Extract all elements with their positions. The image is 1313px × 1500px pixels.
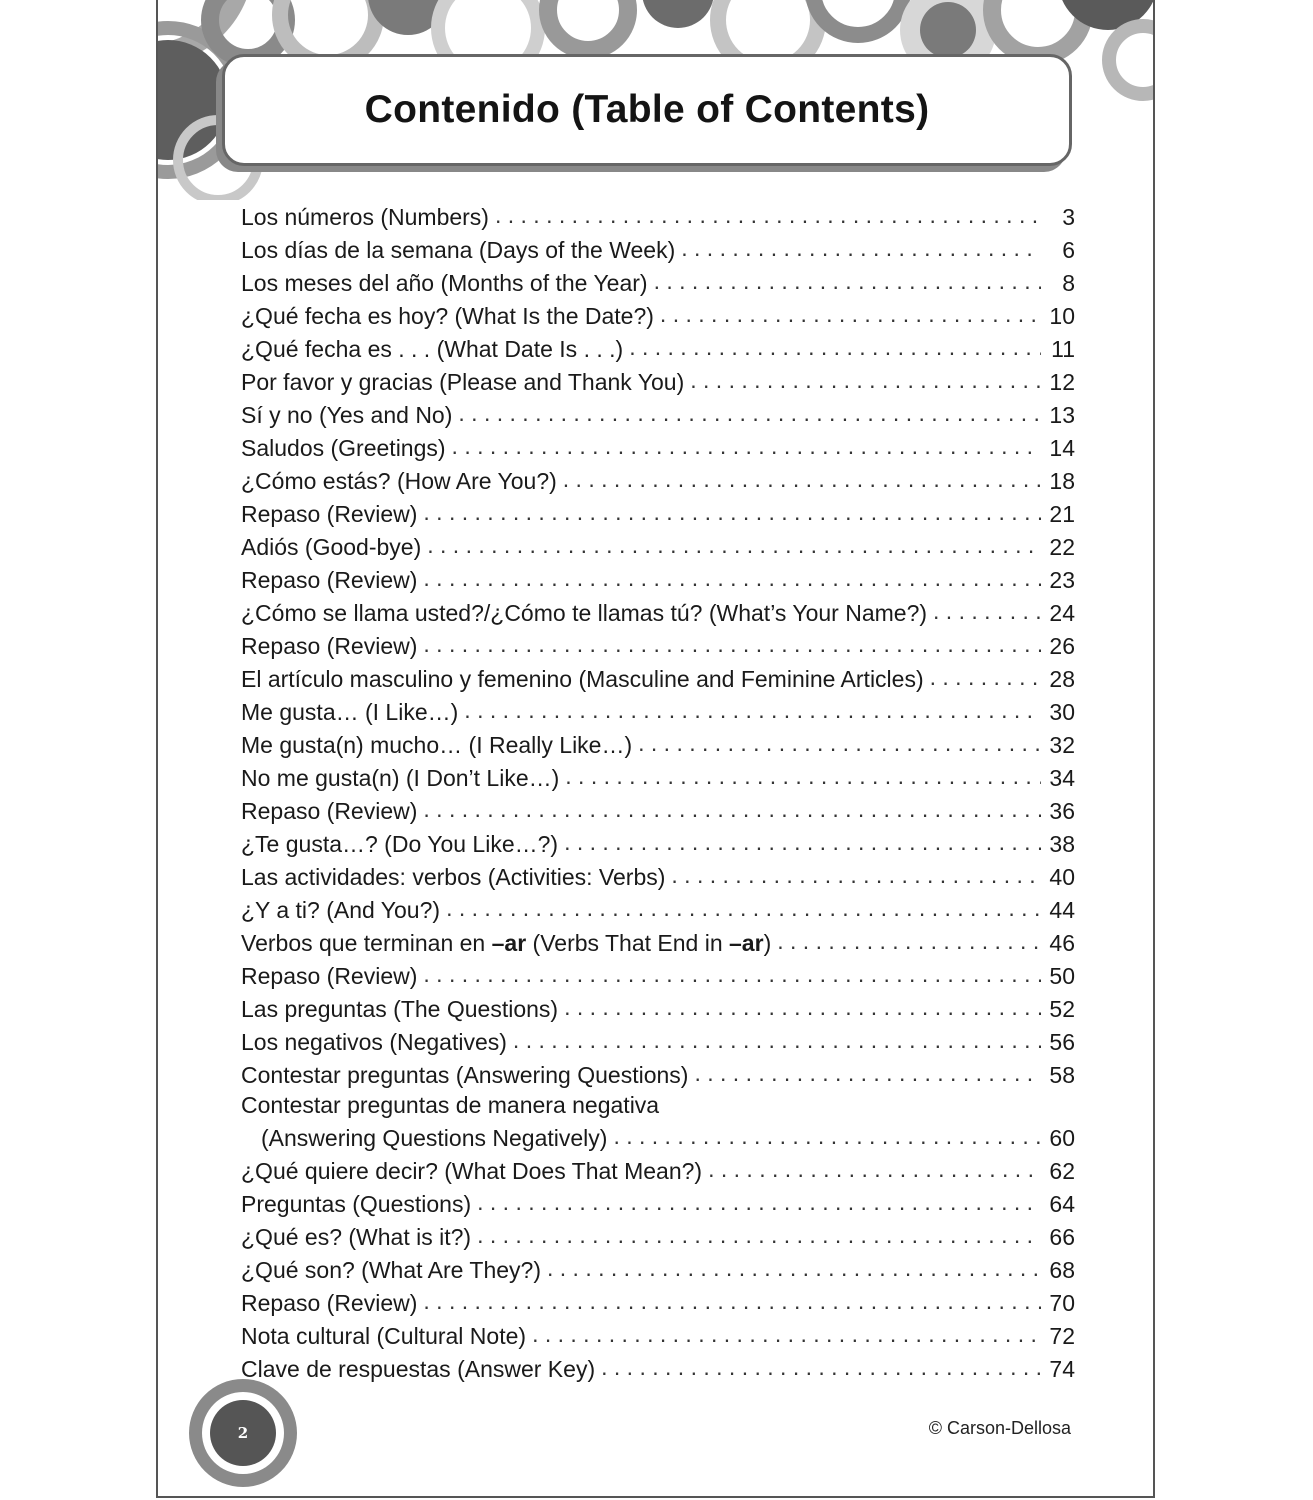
toc-entry-label: Las preguntas (The Questions) xyxy=(241,996,559,1022)
dot-leader xyxy=(423,633,1041,660)
dot-leader xyxy=(513,1029,1041,1056)
toc-entry-page: 21 xyxy=(1049,501,1075,527)
toc-entry-label: Repaso (Review) xyxy=(241,963,418,989)
toc-entry-page: 26 xyxy=(1049,633,1075,659)
toc-entry-page: 52 xyxy=(1049,996,1075,1022)
dot-leader xyxy=(601,1356,1041,1383)
dot-leader xyxy=(563,468,1041,495)
dot-leader xyxy=(423,798,1041,825)
toc-entry-label-bold: –ar xyxy=(729,930,764,956)
toc-entry xyxy=(241,1119,1075,1152)
toc-entry xyxy=(241,528,1075,561)
dot-leader xyxy=(613,1125,1041,1152)
toc-entry-label: Los números (Numbers) xyxy=(241,204,489,230)
toc-entry-page: 58 xyxy=(1049,1062,1075,1088)
toc-entry-page: 66 xyxy=(1049,1224,1075,1250)
toc-entry-page: 14 xyxy=(1049,435,1075,461)
toc-entry xyxy=(241,1218,1075,1251)
dot-leader xyxy=(423,963,1041,990)
toc-entry-label: Repaso (Review) xyxy=(241,1290,418,1316)
toc-entry-label: ¿Qué es? (What is it?) xyxy=(241,1224,472,1250)
toc-entry-page: 24 xyxy=(1049,600,1075,626)
dot-leader xyxy=(423,567,1041,594)
toc-entry-label: Clave de respuestas (Answer Key) xyxy=(241,1356,596,1382)
toc-entry-page: 70 xyxy=(1049,1290,1075,1316)
toc-entry-page: 38 xyxy=(1049,831,1075,857)
dot-leader xyxy=(629,336,1041,363)
toc-entry-label: Los negativos (Negatives) xyxy=(241,1029,507,1055)
toc-entry-page: 36 xyxy=(1049,798,1075,824)
dot-leader xyxy=(532,1323,1041,1350)
toc-entry xyxy=(241,792,1075,825)
dot-leader xyxy=(681,237,1041,264)
toc-entry xyxy=(241,693,1075,726)
dot-leader xyxy=(423,501,1041,528)
dot-leader xyxy=(547,1257,1041,1284)
toc-entry xyxy=(241,330,1075,363)
toc-entry xyxy=(241,1056,1075,1089)
toc-entry-label: Repaso (Review) xyxy=(241,567,418,593)
dot-leader xyxy=(638,732,1041,759)
dot-leader xyxy=(477,1224,1041,1251)
toc-entry-first-line xyxy=(241,1089,1075,1119)
toc-entry-label: El artículo masculino y femenino (Masculine and Feminine Articles) xyxy=(241,666,924,692)
toc-entry-page: 30 xyxy=(1049,699,1075,725)
toc-entry-label xyxy=(241,930,771,957)
toc-entry xyxy=(241,594,1075,627)
dot-leader xyxy=(423,1290,1041,1317)
dot-leader xyxy=(565,765,1041,792)
toc-entry-page: 11 xyxy=(1051,336,1075,362)
toc-entry-label: Repaso (Review) xyxy=(241,501,418,527)
toc-entry-page: 68 xyxy=(1049,1257,1075,1283)
toc-entry xyxy=(241,1185,1075,1218)
toc-entry-label: Contestar preguntas (Answering Questions) xyxy=(241,1062,689,1088)
toc-entry-label: ¿Cómo estás? (How Are You?) xyxy=(241,468,557,494)
toc-entry xyxy=(241,891,1075,924)
toc-entry xyxy=(241,1284,1075,1317)
toc-entry-label-bold: –ar xyxy=(491,930,527,956)
toc-entry-page: 62 xyxy=(1049,1158,1075,1184)
toc-entry-page: 44 xyxy=(1049,897,1075,923)
toc-entry xyxy=(241,297,1075,330)
toc-entry xyxy=(241,825,1075,858)
toc-entry-page: 72 xyxy=(1049,1323,1075,1349)
toc-entry-page: 10 xyxy=(1049,303,1075,329)
toc-entry-label-part: Verbos que terminan en xyxy=(241,930,492,956)
dot-leader xyxy=(427,534,1041,561)
toc-entry-label: ¿Te gusta…? (Do You Like…?) xyxy=(241,831,559,857)
toc-entry-label: Sí y no (Yes and No) xyxy=(241,402,453,428)
toc-entry-label: No me gusta(n) (I Don’t Like…) xyxy=(241,765,560,791)
dot-leader xyxy=(690,369,1041,396)
toc-entry-page: 64 xyxy=(1049,1191,1075,1217)
toc-entry xyxy=(241,429,1075,462)
toc-entry-label: Los meses del año (Months of the Year) xyxy=(241,270,648,296)
dot-leader xyxy=(933,600,1041,627)
toc-entry-label: ¿Qué fecha es hoy? (What Is the Date?) xyxy=(241,303,654,329)
toc-entry-page: 3 xyxy=(1062,204,1075,230)
toc-entry-page: 13 xyxy=(1049,402,1075,428)
dot-leader xyxy=(694,1062,1041,1089)
toc-entry xyxy=(241,1152,1075,1185)
toc-entry-label: ¿Y a ti? (And You?) xyxy=(241,897,441,923)
toc-entry-label: Repaso (Review) xyxy=(241,798,418,824)
toc-entry-page: 8 xyxy=(1062,270,1075,296)
toc-entry xyxy=(241,660,1075,693)
toc-entry-label: Nota cultural (Cultural Note) xyxy=(241,1323,527,1349)
toc-entry xyxy=(241,363,1075,396)
toc-entry-label: (Answering Questions Negatively) xyxy=(261,1125,608,1151)
toc-entry-label: Los días de la semana (Days of the Week) xyxy=(241,237,676,263)
toc-entry-label: Repaso (Review) xyxy=(241,633,418,659)
toc-entry xyxy=(241,1023,1075,1056)
copyright-notice: © Carson-Dellosa xyxy=(928,1418,1071,1438)
toc-entry xyxy=(241,1350,1075,1383)
dot-leader xyxy=(654,270,1041,297)
toc-entry xyxy=(241,264,1075,297)
toc-entry-page: 56 xyxy=(1049,1029,1075,1055)
dot-leader xyxy=(930,666,1041,693)
toc-entry-page: 18 xyxy=(1049,468,1075,494)
dot-leader xyxy=(708,1158,1041,1185)
page-number: 2 xyxy=(237,1424,249,1442)
dot-leader xyxy=(660,303,1041,330)
toc-entry xyxy=(241,462,1075,495)
toc-entry xyxy=(241,561,1075,594)
toc-entry xyxy=(241,231,1075,264)
document-page xyxy=(156,0,1155,1498)
toc-entry xyxy=(241,957,1075,990)
toc-entry-page: 50 xyxy=(1049,963,1075,989)
toc-entry xyxy=(241,1317,1075,1350)
toc-entry-label: ¿Cómo se llama usted?/¿Cómo te llamas tú? (What’s Your Name?) xyxy=(241,600,928,626)
table-of-contents xyxy=(241,198,1075,1383)
toc-entry-label: Me gusta… (I Like…) xyxy=(241,699,459,725)
toc-entry xyxy=(241,726,1075,759)
toc-entry-page: 28 xyxy=(1049,666,1075,692)
toc-entry-label: Las actividades: verbos (Activities: Verbs) xyxy=(241,864,666,890)
dot-leader xyxy=(564,996,1041,1023)
toc-entry-page: 34 xyxy=(1049,765,1075,791)
toc-entry-label-part: ) xyxy=(763,930,772,956)
toc-entry xyxy=(241,759,1075,792)
toc-entry-label: ¿Qué quiere decir? (What Does That Mean?) xyxy=(241,1158,703,1184)
dot-leader xyxy=(495,204,1041,231)
dot-leader xyxy=(477,1191,1041,1218)
toc-entry xyxy=(241,396,1075,429)
toc-entry-page: 32 xyxy=(1049,732,1075,758)
toc-entry-page: 60 xyxy=(1049,1125,1075,1151)
dot-leader xyxy=(671,864,1041,891)
toc-entry-label: ¿Qué son? (What Are They?) xyxy=(241,1257,541,1283)
toc-entry xyxy=(241,627,1075,660)
title-banner xyxy=(222,54,1072,166)
toc-entry-label: Adiós (Good-bye) xyxy=(241,534,422,560)
toc-entry-page: 23 xyxy=(1049,567,1075,593)
toc-entry xyxy=(241,198,1075,231)
toc-entry-label-part: (Verbs That End in xyxy=(526,930,730,956)
toc-entry xyxy=(241,990,1075,1023)
dot-leader xyxy=(777,930,1041,957)
toc-entry-page: 46 xyxy=(1049,930,1075,956)
dot-leader xyxy=(446,897,1041,924)
toc-entry-label: Por favor y gracias (Please and Thank You) xyxy=(241,369,685,395)
toc-entry xyxy=(241,924,1075,957)
page-number-badge xyxy=(188,1378,298,1488)
dot-leader xyxy=(458,402,1041,429)
toc-entry xyxy=(241,495,1075,528)
toc-entry-label: Me gusta(n) mucho… (I Really Like…) xyxy=(241,732,633,758)
dot-leader xyxy=(564,831,1041,858)
toc-entry-label: ¿Qué fecha es . . . (What Date Is . . .) xyxy=(241,336,624,362)
toc-entry-page: 12 xyxy=(1049,369,1075,395)
toc-entry-page: 6 xyxy=(1062,237,1075,263)
toc-entry-label: Preguntas (Questions) xyxy=(241,1191,472,1217)
dot-leader xyxy=(464,699,1041,726)
toc-entry-page: 40 xyxy=(1049,864,1075,890)
toc-entry xyxy=(241,1251,1075,1284)
toc-entry-page: 22 xyxy=(1049,534,1075,560)
toc-entry-label: Contestar preguntas de manera negativa xyxy=(241,1092,660,1118)
toc-entry xyxy=(241,858,1075,891)
toc-entry-label: Saludos (Greetings) xyxy=(241,435,446,461)
dot-leader xyxy=(452,435,1041,462)
page-title: Contenido (Table of Contents) xyxy=(364,88,930,131)
toc-entry-page: 74 xyxy=(1049,1356,1075,1382)
